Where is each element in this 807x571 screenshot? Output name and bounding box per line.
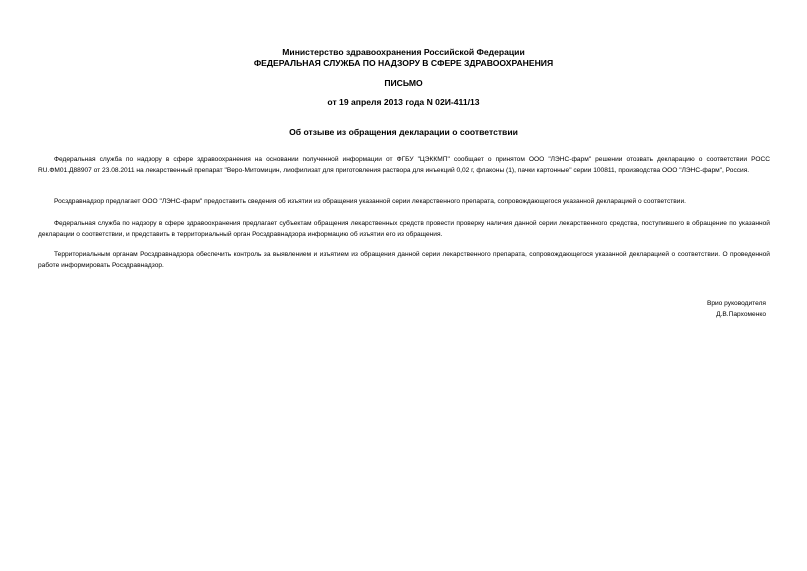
ministry-title: Министерство здравоохранения Российской Федерации <box>282 47 525 57</box>
paragraph-2: Росздравнадзор предлагает ООО "ЛЭНС-фарм" предоставить сведения об изъятии из обращения указанной серии лекарственного препарата, сопровождающегося указанной декларацией о соответствии. <box>54 198 686 205</box>
document-subject: Об отзыве из обращения декларации о соответствии <box>289 127 518 137</box>
paragraph-3: Федеральная служба по надзору в сфере здравоохранения предлагает субъектам обращения лекарственных средств провести проверку наличия данной серии лекарственного средства, поступившего в обращение по указанной декларации о соответствии, и представить в территориальный орган Росздравнадзора информацию об изъятии его из обращения. <box>38 220 770 239</box>
service-title: ФЕДЕРАЛЬНАЯ СЛУЖБА ПО НАДЗОРУ В СФЕРЕ ЗДРАВООХРАНЕНИЯ <box>253 58 554 68</box>
document-type: ПИСЬМО <box>384 78 423 88</box>
document-date-number: от 19 апреля 2013 года N 02И-411/13 <box>327 97 480 107</box>
paragraph-4: Территориальным органам Росздравнадзора обеспечить контроль за выявлением и изъятием из обращения данной серии лекарственного препарата, сопровождающегося указанной декларацией о соответствии. О проведенной работе информировать Росздравнадзор. <box>38 251 770 270</box>
signature-position: Врио руководителя <box>706 300 766 307</box>
paragraph-1: Федеральная служба по надзору в сфере здравоохранения на основании полученной информации от ФГБУ "ЦЭККМП" сообщает о принятом ООО "ЛЭНС-фарм" решении отозвать декларацию о соответствии РОСС RU.ФМ01.Д88907 от 23.08.2011 на лекарственный препарат "Веро-Митомицин, лиофилизат для приготовления раствора для инъекций 0,02 г, флаконы (1), пачки картонные" серии 100811, производства ООО "ЛЭНС-фарм", Россия. <box>38 156 770 175</box>
signature-name: Д.В.Пархоменко <box>716 311 766 318</box>
